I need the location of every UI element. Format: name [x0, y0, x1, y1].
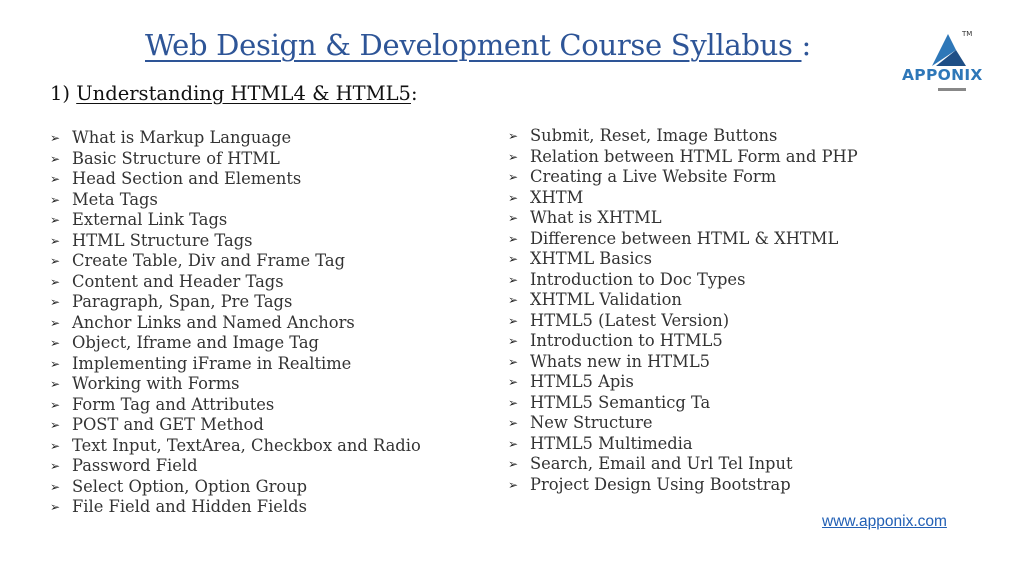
list-item-text: Text Input, TextArea, Checkbox and Radio — [72, 435, 421, 455]
list-item-text: POST and GET Method — [72, 415, 264, 434]
list-item-text: Project Design Using Bootstrap — [530, 474, 791, 494]
list-item — [508, 475, 858, 496]
arrow-bullet-icon: ➢ — [50, 418, 61, 432]
arrow-bullet-icon: ➢ — [50, 274, 61, 289]
arrow-bullet-icon: ➢ — [508, 190, 519, 205]
list-item — [508, 372, 858, 393]
list-item — [50, 169, 421, 190]
arrow-bullet-icon: ➢ — [50, 213, 61, 227]
list-item — [50, 149, 421, 170]
arrow-bullet-icon: ➢ — [508, 149, 519, 164]
arrow-bullet-icon: ➢ — [508, 293, 519, 307]
list-item — [50, 333, 421, 354]
arrow-bullet-icon: ➢ — [50, 131, 61, 145]
arrow-bullet-icon: ➢ — [508, 313, 519, 328]
list-item — [508, 229, 858, 250]
list-item-text: Head Section and Elements — [72, 169, 302, 188]
list-item-text: External Link Tags — [72, 210, 228, 229]
logo-tagline — [938, 88, 966, 91]
arrow-bullet-icon: ➢ — [508, 252, 519, 266]
list-item — [50, 456, 421, 477]
list-item-text: Anchor Links and Named Anchors — [72, 312, 355, 332]
title-text: Web Design & Development Course Syllabus — [145, 28, 802, 62]
section-title: Understanding HTML4 & HTML5 — [76, 82, 411, 105]
list-item-text: HTML5 Apis — [530, 372, 634, 391]
list-item-text: Introduction to Doc Types — [530, 269, 746, 289]
list-item — [508, 290, 858, 311]
arrow-bullet-icon: ➢ — [50, 397, 61, 412]
website-link[interactable]: www.apponix.com — [822, 513, 947, 530]
list-item — [50, 231, 421, 252]
arrow-bullet-icon: ➢ — [50, 438, 61, 453]
apponix-logo — [900, 30, 1004, 98]
title-colon: : — [801, 28, 811, 62]
list-item — [50, 210, 421, 231]
list-item-text: HTML5 (Latest Version) — [530, 310, 730, 330]
list-item-text: Whats new in HTML5 — [530, 351, 711, 371]
arrow-bullet-icon: ➢ — [50, 479, 61, 494]
list-item-text: Working with Forms — [72, 374, 240, 393]
list-item — [50, 128, 421, 149]
list-item — [50, 395, 421, 416]
list-item — [508, 393, 858, 414]
list-item — [50, 415, 421, 436]
list-item — [508, 208, 858, 229]
arrow-bullet-icon: ➢ — [50, 500, 61, 514]
arrow-bullet-icon: ➢ — [508, 375, 519, 389]
list-item — [508, 147, 858, 168]
list-item-text: XHTML Validation — [530, 290, 682, 309]
list-item-text: Paragraph, Span, Pre Tags — [72, 292, 293, 311]
list-item — [508, 270, 858, 291]
list-item-text: Content and Header Tags — [72, 271, 284, 291]
list-item-text: XHTM — [530, 187, 584, 207]
arrow-bullet-icon: ➢ — [508, 211, 519, 225]
list-item — [508, 434, 858, 455]
arrow-bullet-icon: ➢ — [50, 377, 61, 391]
arrow-bullet-icon: ➢ — [508, 416, 519, 430]
arrow-bullet-icon: ➢ — [508, 129, 519, 143]
list-item-text: Implementing iFrame in Realtime — [72, 353, 352, 373]
arrow-bullet-icon: ➢ — [508, 395, 519, 410]
list-item — [508, 249, 858, 270]
list-item — [508, 413, 858, 434]
arrow-bullet-icon: ➢ — [50, 151, 61, 166]
list-item-text: HTML Structure Tags — [72, 230, 253, 250]
list-item-text: Form Tag and Attributes — [72, 394, 275, 414]
arrow-bullet-icon: ➢ — [50, 254, 61, 268]
list-item — [50, 477, 421, 498]
section-heading — [50, 82, 418, 105]
list-item-text: Search, Email and Url Tel Input — [530, 454, 793, 473]
arrow-bullet-icon: ➢ — [508, 457, 519, 471]
section-number: 1) — [50, 82, 77, 105]
arrow-bullet-icon: ➢ — [50, 356, 61, 371]
list-item-text: HTML5 Semanticg Ta — [530, 392, 711, 412]
list-item — [50, 272, 421, 293]
arrow-bullet-icon: ➢ — [508, 477, 519, 492]
list-item-text: Creating a Live Website Form — [530, 167, 777, 186]
arrow-bullet-icon: ➢ — [50, 459, 61, 473]
list-item-text: Create Table, Div and Frame Tag — [72, 251, 346, 270]
list-item-text: Object, Iframe and Image Tag — [72, 333, 319, 352]
list-item-text: What is Markup Language — [72, 128, 292, 147]
list-item — [50, 497, 421, 518]
list-item-text: New Structure — [530, 413, 653, 432]
list-item-text: Introduction to HTML5 — [530, 331, 723, 350]
list-item-text: Basic Structure of HTML — [72, 148, 280, 168]
topic-list-right — [508, 126, 858, 495]
topic-list-left — [50, 128, 421, 518]
arrow-bullet-icon: ➢ — [508, 231, 519, 246]
page-title — [145, 28, 811, 62]
list-item-text: Password Field — [72, 456, 198, 475]
arrow-bullet-icon: ➢ — [50, 315, 61, 330]
list-item — [508, 331, 858, 352]
arrow-bullet-icon: ➢ — [50, 172, 61, 186]
arrow-bullet-icon: ➢ — [508, 354, 519, 369]
trademark: TM — [962, 30, 973, 38]
list-item — [50, 313, 421, 334]
list-item-text: Difference between HTML & XHTML — [530, 228, 839, 248]
list-item-text: What is XHTML — [530, 208, 662, 227]
arrow-bullet-icon: ➢ — [50, 233, 61, 248]
arrow-bullet-icon: ➢ — [50, 192, 61, 207]
list-item-text: Select Option, Option Group — [72, 476, 308, 496]
list-item — [50, 292, 421, 313]
list-item — [50, 251, 421, 272]
list-item — [508, 311, 858, 332]
list-item — [508, 167, 858, 188]
list-item — [50, 190, 421, 211]
list-item-text: HTML5 Multimedia — [530, 433, 693, 453]
list-item-text: Meta Tags — [72, 189, 158, 209]
list-item-text: Relation between HTML Form and PHP — [530, 146, 858, 166]
list-item — [50, 436, 421, 457]
arrow-bullet-icon: ➢ — [508, 334, 519, 348]
arrow-bullet-icon: ➢ — [508, 272, 519, 287]
list-item — [50, 374, 421, 395]
list-item-text: File Field and Hidden Fields — [72, 497, 307, 516]
list-item-text: Submit, Reset, Image Buttons — [530, 126, 778, 145]
list-item — [508, 352, 858, 373]
list-item — [508, 454, 858, 475]
list-item-text: XHTML Basics — [530, 249, 653, 268]
section-colon: : — [410, 82, 418, 105]
arrow-bullet-icon: ➢ — [50, 336, 61, 350]
apponix-logo-icon — [900, 30, 1004, 70]
list-item — [50, 354, 421, 375]
arrow-bullet-icon: ➢ — [508, 436, 519, 451]
logo-text: APPONIX — [902, 66, 983, 84]
arrow-bullet-icon: ➢ — [50, 295, 61, 309]
arrow-bullet-icon: ➢ — [508, 170, 519, 184]
list-item — [508, 126, 858, 147]
list-item — [508, 188, 858, 209]
